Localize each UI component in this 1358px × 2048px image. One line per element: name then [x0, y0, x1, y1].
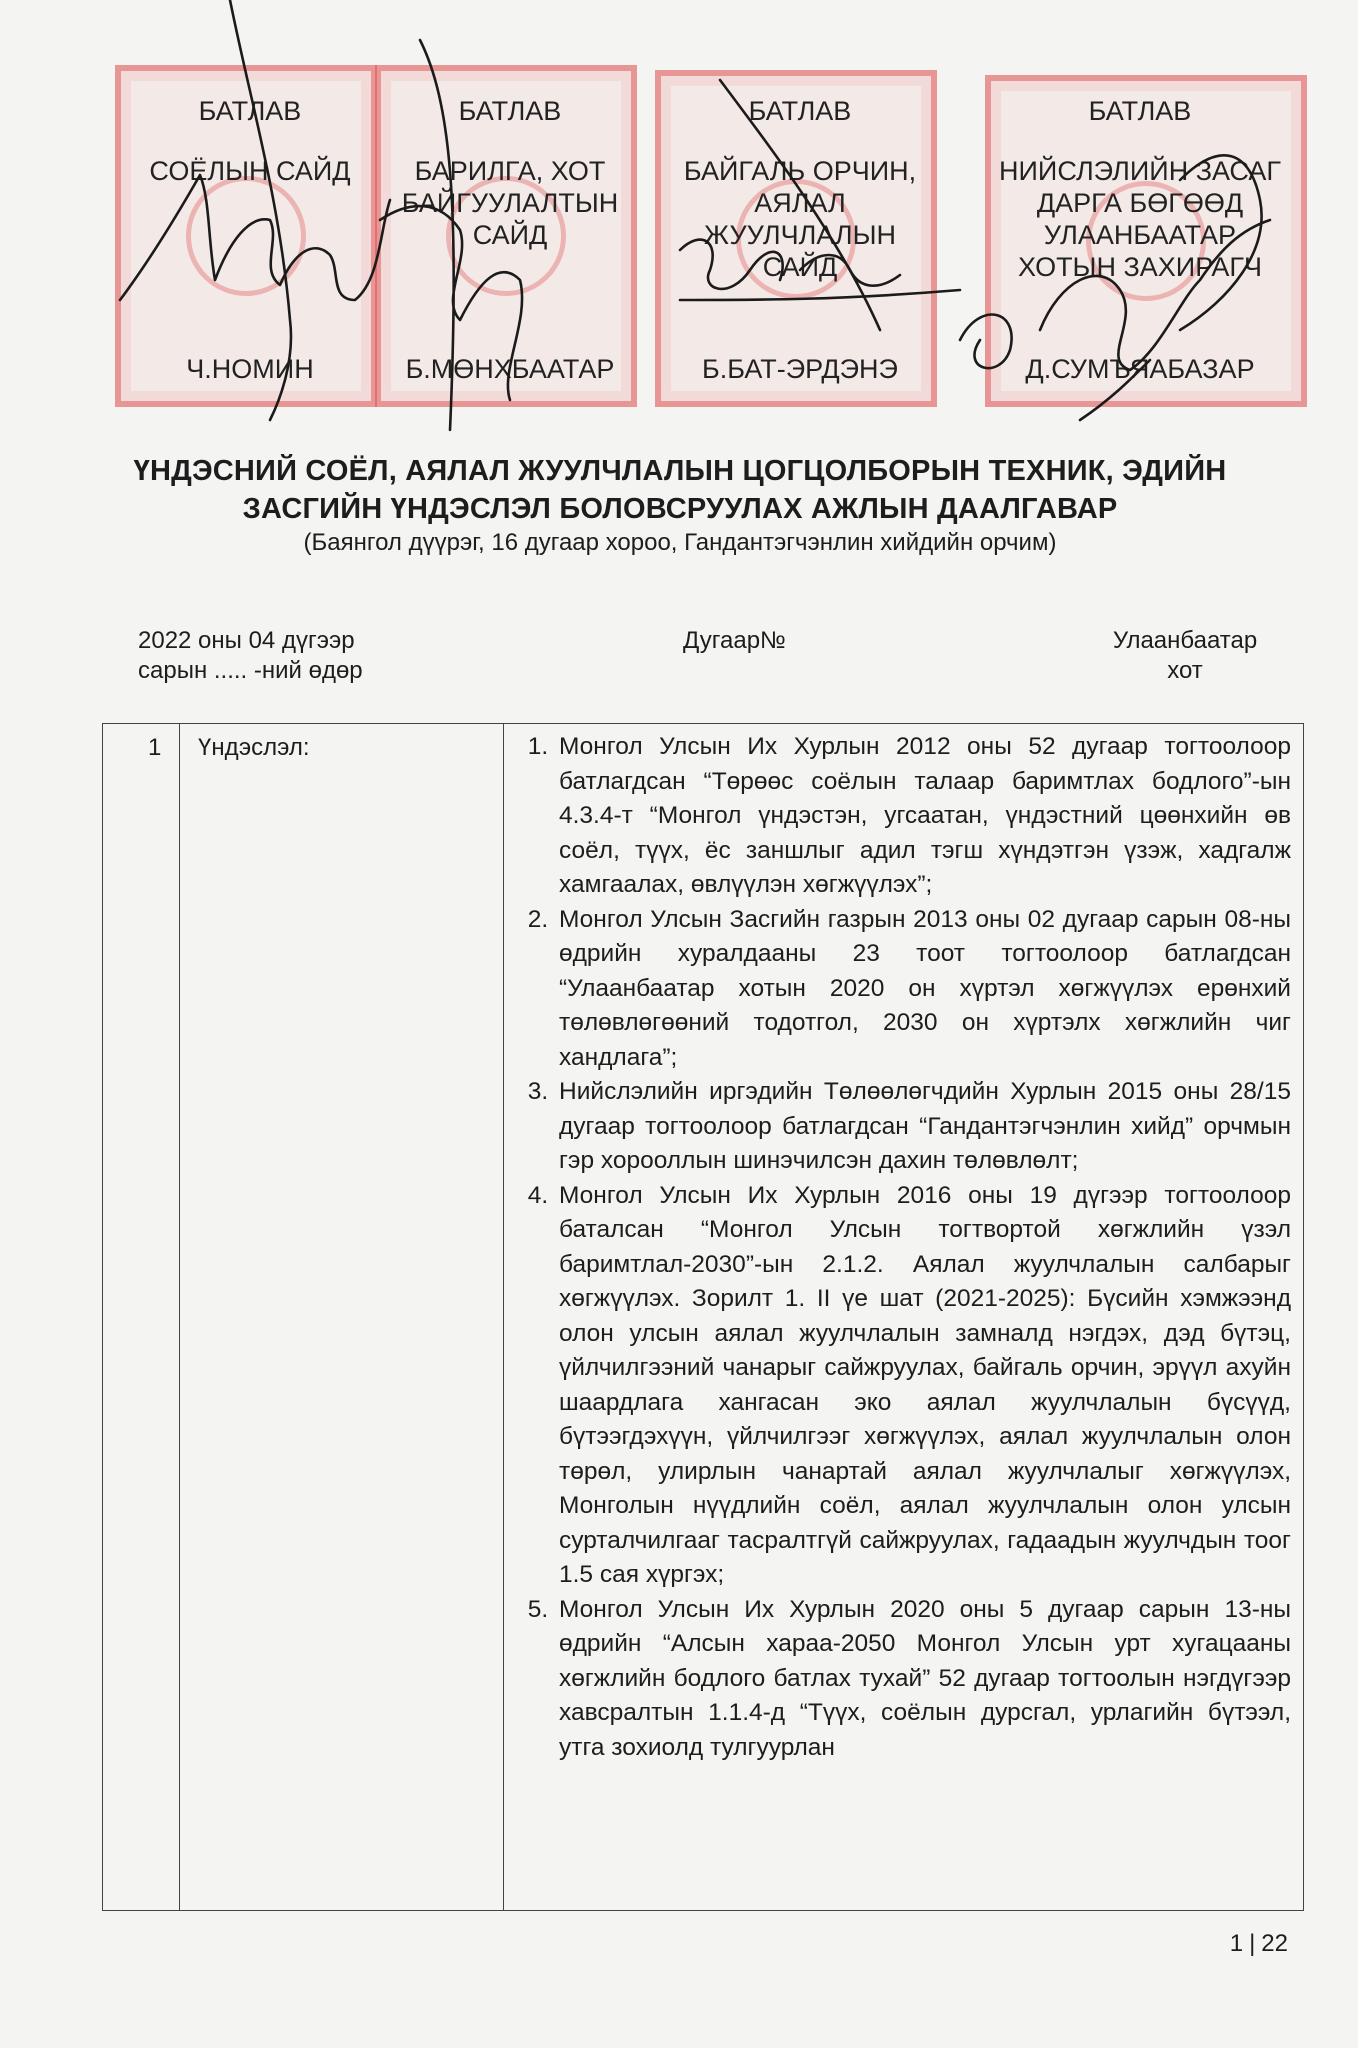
approval-block: [95, 55, 1315, 415]
role-line: БАЙГУУЛАЛТЫН: [401, 188, 619, 218]
column-divider: [503, 724, 504, 1910]
approval-heading: БАТЛАВ: [198, 96, 302, 126]
approver-role: [975, 155, 1305, 283]
list-item: 2. Монгол Улсын Засгийн газрын 2013 оны 02 дугаар сарын 08-ны өдрийн хуралдааны 23 тоот тогтоолоор батлагдсан “Улаанбаатар хотын 2020 он хүртэл хөгжүүлэх ерөнхий төлөвлөгөөний тодотгол, 2030 он хүртэлх хөгжлийн чиг хандлага”;: [555, 903, 1291, 1076]
role-line: САЙД: [762, 252, 838, 282]
date-line: сарын ..... -ний өдөр: [138, 657, 363, 684]
document-city: [1085, 626, 1285, 686]
approver-role: [395, 155, 625, 251]
list-item: 1. Монгол Улсын Их Хурлын 2012 оны 52 дугаар тогтоолоор батлагдсан “Төрөөс соёлын талаар баримтлах бодлого”-ын 4.3.4-т “Монгол үндэстэн, угсаатан, үндэстний цөөнхийн өв соёл, түүх, ёс заншлыг адил тэгш хүндэтгэн үзэж, хадгалж хамгаалах, өвлүүлэн хөгжүүлэх”;: [555, 730, 1291, 903]
approver-name: Б.БАТ-ЭРДЭНЭ: [702, 354, 898, 384]
date-line: 2022 оны 04 дүгээр: [138, 627, 355, 654]
document-title: [100, 452, 1260, 528]
approver-environment-minister: [655, 55, 945, 395]
role-line: САЙД: [472, 220, 548, 250]
row-content: [521, 730, 1291, 1765]
page-separator: |: [1249, 1930, 1256, 1957]
approver-role: [655, 155, 945, 283]
approval-heading: БАТЛАВ: [748, 96, 852, 126]
role-line: ХОТЫН ЗАХИРАГЧ: [1017, 252, 1263, 282]
title-line: ЗАСГИЙН ҮНДЭСЛЭЛ БОЛОВСРУУЛАХ АЖЛЫН ДААЛГАВАР: [242, 493, 1118, 525]
approver-name: Ч.НОМИН: [186, 354, 314, 384]
approval-heading: БАТЛАВ: [458, 96, 562, 126]
role-line: БАРИЛГА, ХОТ: [414, 156, 606, 186]
title-line: ҮНДЭСНИЙ СОЁЛ, АЯЛАЛ ЖУУЛЧЛАЛЫН ЦОГЦОЛБОРЫН ТЕХНИК, ЭДИЙН: [133, 455, 1227, 487]
approver-name: Б.МӨНХБААТАР: [405, 354, 615, 384]
basis-list: [521, 730, 1291, 1765]
role-line: БАЙГАЛЬ ОРЧИН,: [683, 156, 917, 186]
city-line: хот: [1167, 657, 1203, 684]
row-number: 1: [148, 734, 162, 761]
page-number: [1230, 1930, 1288, 1958]
approver-role: [140, 155, 360, 187]
row-label: Үндэслэл:: [198, 734, 310, 761]
task-table: [102, 723, 1304, 1911]
column-divider: [179, 724, 180, 1910]
page-current: 1: [1229, 1930, 1244, 1957]
city-line: Улаанбаатар: [1112, 627, 1258, 654]
approver-construction-minister: [395, 55, 625, 395]
approver-name: Д.СУМЪЯАБАЗАР: [1025, 354, 1255, 384]
role-line: УЛААНБААТАР: [1043, 220, 1237, 250]
approver-culture-minister: [140, 55, 360, 395]
list-item: 5. Монгол Улсын Их Хурлын 2020 оны 5 дугаар сарын 13-ны өдрийн “Алсын хараа-2050 Монгол Улсын урт хугацааны хөгжлийн бодлого батлах тухай” 52 дугаар тогтоолын нэгдүгээр хавсралтын 1.1.4-д “Түүх, соёлын дурсгал, урлагийн бүтээл, утга зохиолд тулгуурлан: [555, 1593, 1291, 1766]
document-subtitle: (Баянгол дүүрэг, 16 дугаар хороо, Гандантэгчэнлин хийдийн орчим): [303, 529, 1057, 556]
approver-city-governor: [975, 55, 1305, 395]
role-line: ДАРГА БӨГӨӨД: [1036, 188, 1244, 218]
page-total: 22: [1261, 1930, 1288, 1957]
document-date: [138, 626, 363, 686]
role-line: АЯЛАЛ ЖУУЛЧЛАЛЫН: [703, 188, 897, 250]
document-number: Дугаар№: [683, 627, 786, 654]
list-item: 4. Монгол Улсын Их Хурлын 2016 оны 19 дүгээр тогтоолоор баталсан “Монгол Улсын тогтвортой хөгжлийн үзэл баримтлал-2030”-ын 2.1.2. Аялал жуулчлалын салбарыг хөгжүүлэх. Зорилт 1. II үе шат (2021-2025): Бүсийн хэмжээнд олон улсын аялал жуулчлалын замналд нэгдэх, дэд бүтэц, үйлчилгээний чанарыг сайжруулах, байгаль орчин, эрүүл ахуйн шаардлага хангасан эко аялал жуулчлалын бүсүүд, бүтээгдэхүүн, үйлчилгээг хөгжүүлэх, аялал жуулчлалын олон төрөл, улирлын чанартай аялал жуулчлалыг хөгжүүлэх, Монголын нүүдлийн соёл, аялал жуулчлалын олон улсын сурталчилгааг тасралтгүй сайжруулах, гадаадын жуулчдын тоог 1.5 сая хүргэх;: [555, 1179, 1291, 1593]
list-item: 3. Нийслэлийн иргэдийн Төлөөлөгчдийн Хурлын 2015 оны 28/15 дугаар тогтоолоор батлагдсан “Гандантэгчэнлин хийд” орчмын гэр хорооллын шинэчилсэн дахин төлөвлөлт;: [555, 1075, 1291, 1179]
role-line: НИЙСЛЭЛИЙН ЗАСАГ: [999, 156, 1281, 186]
approval-heading: БАТЛАВ: [1088, 96, 1192, 126]
role-line: СОЁЛЫН САЙД: [149, 156, 351, 186]
